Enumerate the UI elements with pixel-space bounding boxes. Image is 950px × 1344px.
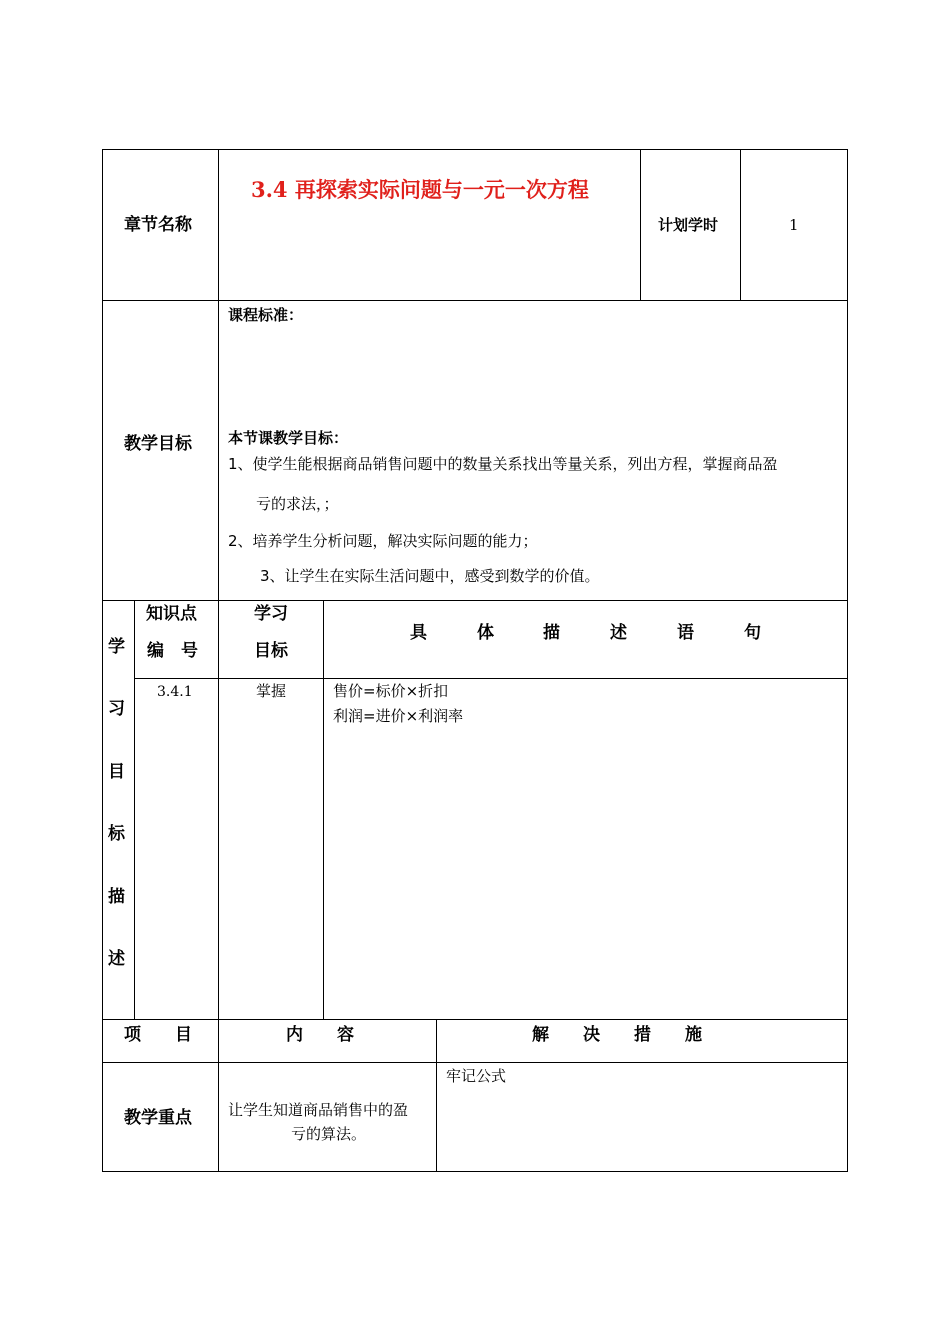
table-border — [102, 149, 103, 1172]
description-header-char: 描 — [543, 623, 560, 643]
table-border — [102, 300, 848, 301]
table-border — [134, 678, 848, 679]
goal-1-line2: 亏的求法，； — [256, 495, 339, 513]
curriculum-standard-label: 课程标准： — [228, 306, 304, 324]
goal-3: 3、让学生在实际生活问题中，感受到数学的价值。 — [260, 567, 600, 585]
planned-hours-value: 1 — [789, 216, 799, 234]
side-label-char: 学 — [108, 637, 125, 657]
goal-2: 2、培养学生分析问题，解决实际问题的能力； — [228, 532, 538, 550]
description-header-char: 语 — [677, 623, 694, 643]
description-header-char: 体 — [477, 623, 494, 643]
knowledge-point-header-line2: 编 号 — [147, 641, 198, 661]
objective-description-line2: 利润=进价×利润率 — [333, 707, 464, 725]
description-header-char: 句 — [744, 623, 761, 643]
side-label-char: 标 — [108, 824, 125, 844]
teaching-goals-label: 教学目标 — [124, 434, 192, 454]
lesson-goals-label: 本节课教学目标： — [228, 429, 349, 447]
side-label-char: 描 — [108, 887, 125, 907]
description-header-char: 具 — [410, 623, 427, 643]
table-border — [134, 600, 135, 1020]
table-border — [847, 149, 848, 1172]
description-header-char: 述 — [610, 623, 627, 643]
measures-header: 解 决 措 施 — [532, 1025, 702, 1045]
table-border — [436, 1019, 437, 1172]
planned-hours-label: 计划学时 — [658, 216, 719, 234]
table-border — [640, 149, 641, 301]
key-point-label: 教学重点 — [124, 1108, 192, 1128]
table-border — [102, 1171, 848, 1172]
key-point-content-line2: 亏的算法。 — [291, 1125, 367, 1143]
table-border — [102, 600, 848, 601]
chapter-name-label: 章节名称 — [124, 215, 192, 235]
learning-goal-header: 学习 — [254, 604, 288, 624]
table-border — [218, 149, 219, 601]
table-border — [102, 149, 848, 150]
table-border — [102, 1019, 848, 1020]
side-label-char: 目 — [108, 762, 125, 782]
goal-1-line1: 1、使学生能根据商品销售问题中的数量关系找出等量关系，列出方程，掌握商品盈 — [228, 455, 778, 473]
key-point-measures: 牢记公式 — [446, 1067, 507, 1085]
side-label-char: 述 — [108, 949, 125, 969]
key-point-content-line1: 让学生知道商品销售中的盈 — [228, 1101, 409, 1119]
table-border — [218, 1019, 219, 1172]
objective-description-line1: 售价=标价×折扣 — [333, 682, 449, 700]
table-border — [740, 149, 741, 301]
learning-goal-header-line2: 目标 — [254, 641, 288, 661]
content-header: 内 容 — [286, 1025, 354, 1045]
table-border — [323, 600, 324, 1020]
objective-code: 3.4.1 — [157, 684, 193, 700]
objective-goal: 掌握 — [256, 682, 287, 700]
side-label-char: 习 — [108, 699, 125, 719]
table-border — [102, 1062, 848, 1063]
item-header: 项 目 — [124, 1025, 192, 1045]
table-border — [218, 600, 219, 1020]
chapter-title: 3.4 再探索实际问题与一元一次方程 — [251, 177, 589, 202]
knowledge-point-header: 知识点 — [146, 604, 197, 624]
